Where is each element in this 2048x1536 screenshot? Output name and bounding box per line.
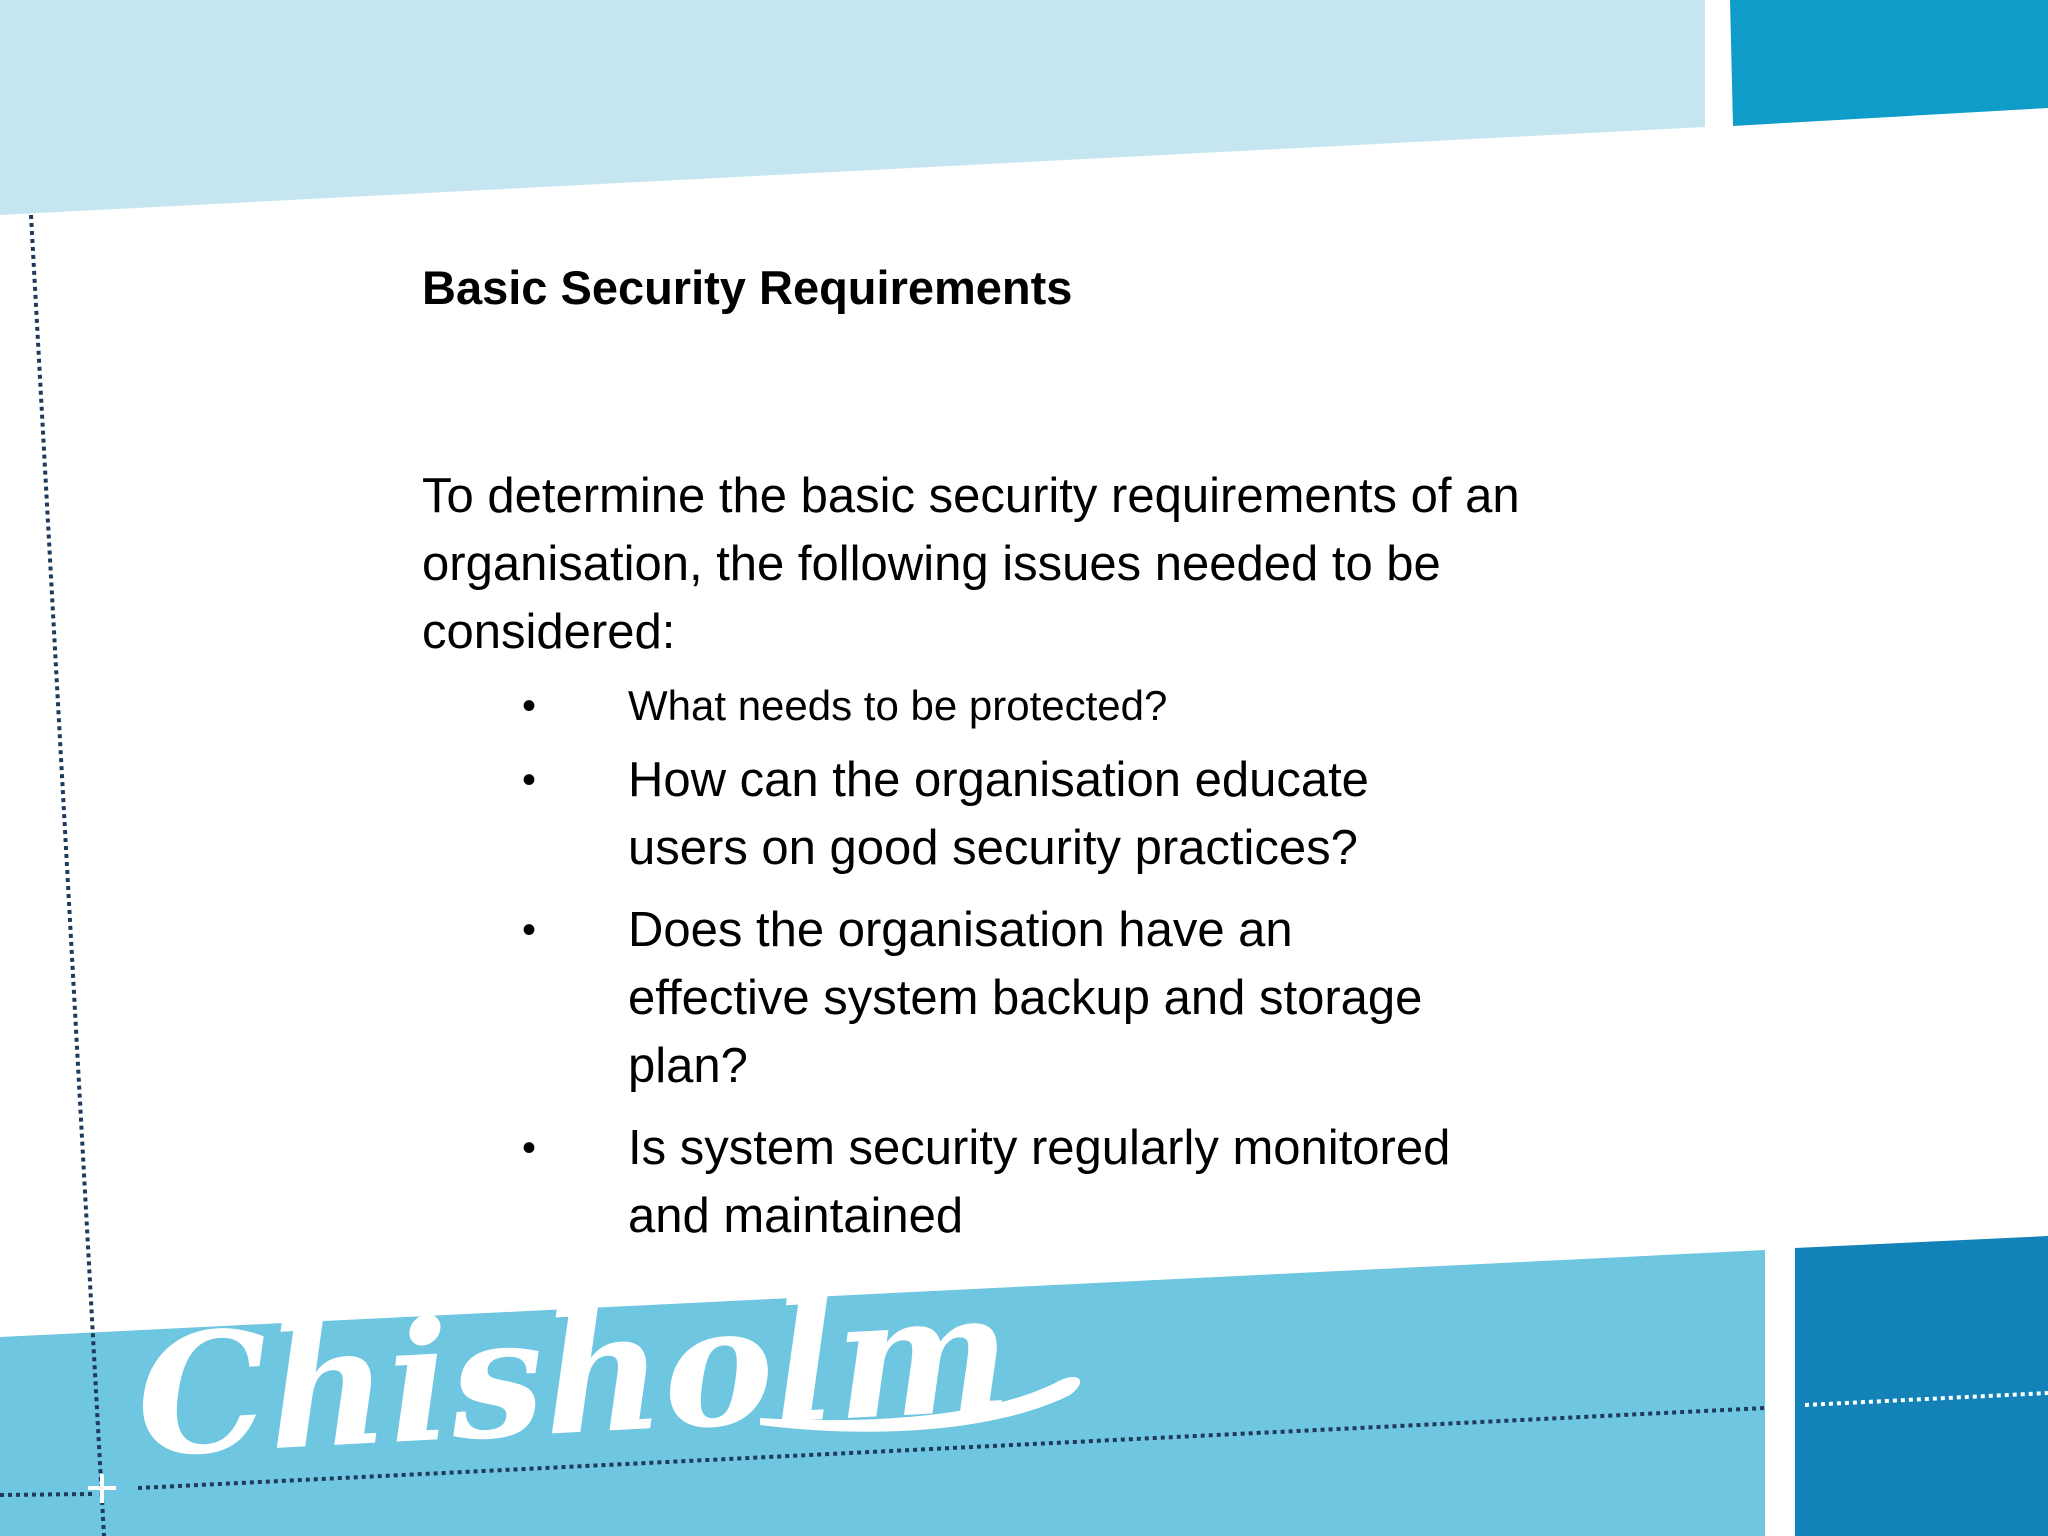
bullet-item <box>422 1114 1478 1250</box>
intro-paragraph: To determine the basic security requirements of an organisation, the following issues needed to be considered: <box>422 469 1520 659</box>
bottom-accent-block <box>1795 1236 2048 1536</box>
bullet-icon: • <box>522 758 537 802</box>
top-band <box>0 0 1705 215</box>
bullet-icon: • <box>522 1126 537 1170</box>
bullet-item <box>422 676 1478 736</box>
bullet-item <box>422 896 1478 1100</box>
slide-title: Basic Security Requirements <box>422 261 1073 314</box>
top-accent-block <box>1730 0 2048 126</box>
bullet-list <box>422 676 1682 1264</box>
bullet-text: Is system security regularly monitored and maintained <box>628 1121 1451 1243</box>
bullet-text: What needs to be protected? <box>628 682 1168 729</box>
bullet-icon: • <box>522 684 537 728</box>
bullet-icon: • <box>522 908 537 952</box>
bullet-item <box>422 746 1478 882</box>
logo-wordmark: Chisholm <box>131 1254 1015 1494</box>
bullet-text: Does the organisation have an effective system backup and storage plan? <box>628 903 1423 1093</box>
bullet-text: How can the organisation educate users on good security practices? <box>628 753 1369 875</box>
